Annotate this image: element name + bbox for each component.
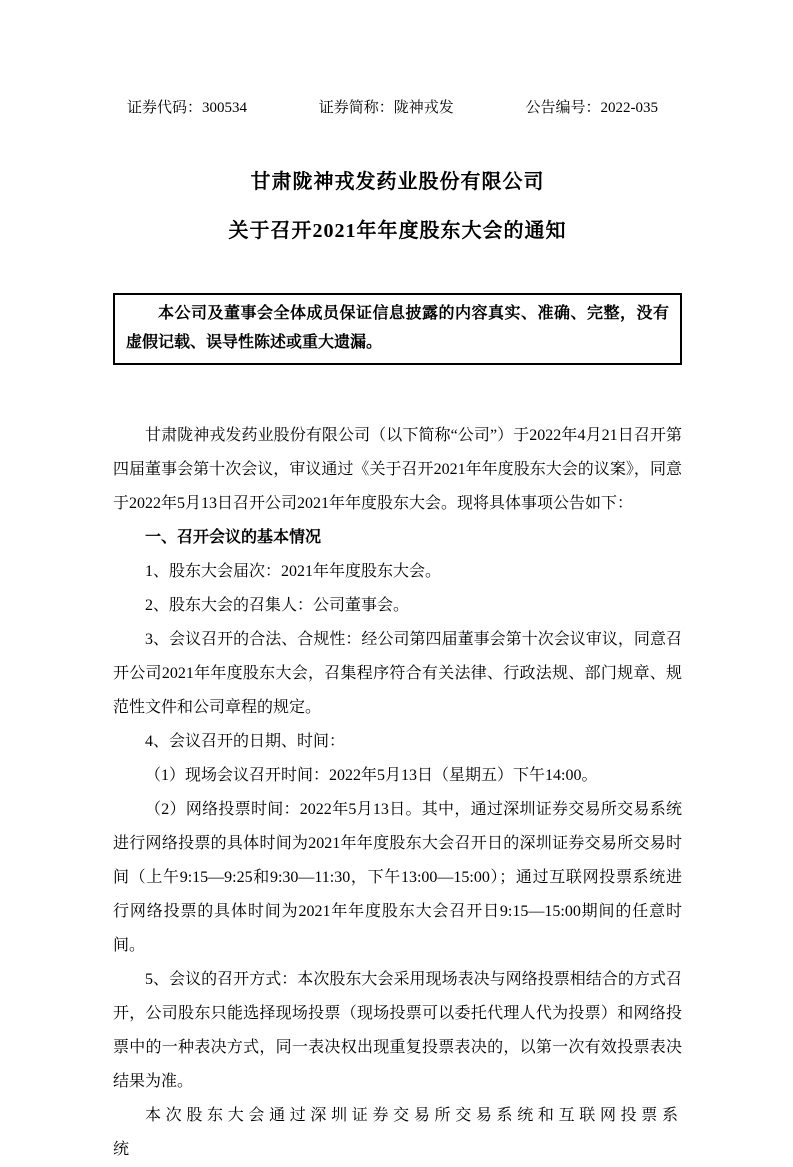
intro-paragraph: 甘肃陇神戎发药业股份有限公司（以下简称“公司”）于2022年4月21日召开第四届董事会第十次会议，审议通过《关于召开2021年年度股东大会的议案》，同意于2022年5月13日召开公司2021年年度股东大会。现将具体事项公告如下： xyxy=(113,427,682,512)
company-name-title: 甘肃陇神戎发药业股份有限公司 xyxy=(250,171,545,193)
paragraph-continued: 本次股东大会通过深圳证券交易所交易系统和互联网投票系统 xyxy=(113,1107,682,1158)
section-1-heading: 一、召开会议的基本情况 xyxy=(145,529,322,546)
paragraph-legality: 3、会议召开的合法、合规性：经公司第四届董事会第十次会议审议，同意召开公司2021年年度股东大会，召集程序符合有关法律、行政法规、部门规章、规范性文件和公司章程的规定。 xyxy=(113,631,682,716)
stock-code: 证券代码：300534 xyxy=(127,100,248,116)
paragraph-onsite-time: （1）现场会议召开时间：2022年5月13日（星期五）下午14:00。 xyxy=(145,767,598,784)
announcement-number: 公告编号：2022-035 xyxy=(525,100,658,116)
disclaimer-box: 本公司及董事会全体成员保证信息披露的内容真实、准确、完整，没有虚假记载、误导性陈述或重大遗漏。 xyxy=(113,293,682,365)
notice-title: 关于召开2021年年度股东大会的通知 xyxy=(228,220,567,242)
paragraph-online-voting-time: （2）网络投票时间：2022年5月13日。其中，通过深圳证券交易所交易系统进行网络投票的具体时间为2021年年度股东大会召开日的深圳证券交易所交易时间（上午9:15—9:25和9:30—11:30，下午13:00—15:00）；通过互联网投票系统进行网络投票的具体时间为2021年年度股东大会召开日9:15—15:00期间的任意时间。 xyxy=(113,801,682,954)
document-header xyxy=(113,96,682,117)
paragraph-date-time: 4、会议召开的日期、时间： xyxy=(145,733,346,750)
stock-name: 证券简称：陇神戎发 xyxy=(318,100,454,116)
document-body xyxy=(113,419,682,1167)
paragraph-convener: 2、股东大会的召集人：公司董事会。 xyxy=(145,597,410,614)
paragraph-meeting-method: 5、会议的召开方式：本次股东大会采用现场表决与网络投票相结合的方式召开，公司股东只能选择现场投票（现场投票可以委托代理人代为投票）和网络投票中的一种表决方式，同一表决权出现重复投票表决的，以第一次有效投票表决结果为准。 xyxy=(113,971,682,1090)
paragraph-meeting-session: 1、股东大会届次：2021年年度股东大会。 xyxy=(145,563,442,580)
